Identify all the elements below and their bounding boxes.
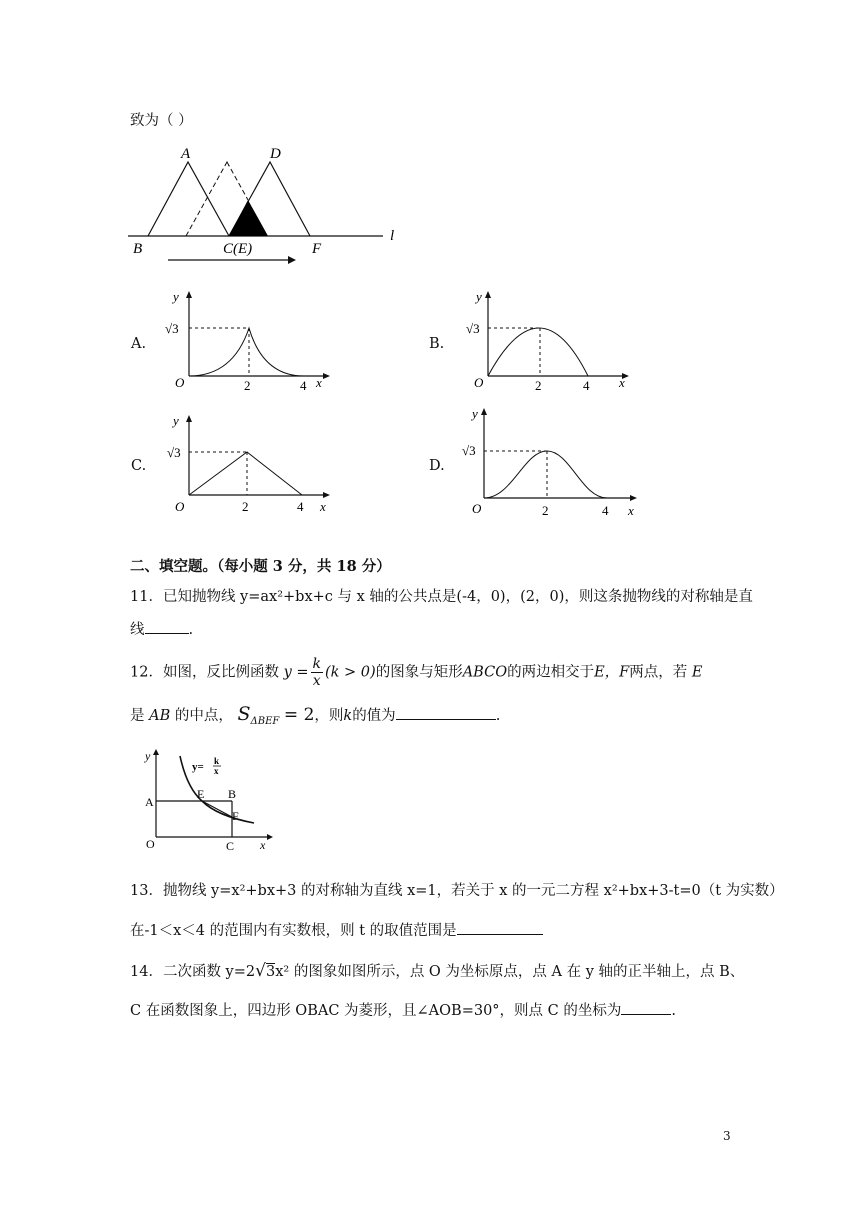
svg-text:y: y [476, 289, 482, 304]
section-heading: 二、填空题。（每小题 3 分，共 18 分） [130, 558, 391, 575]
svg-text:x: x [628, 503, 634, 518]
svg-text:2: 2 [244, 378, 251, 393]
option-c-graph [163, 412, 338, 517]
label-B: B [133, 241, 143, 257]
svg-text:O: O [146, 837, 155, 851]
q11-answer-blank [145, 619, 189, 634]
svg-text:2: 2 [542, 503, 549, 518]
k-over-x-fraction: $\frac{k}{x}$ [312, 656, 321, 689]
svg-text:A: A [145, 795, 154, 809]
option-d-graph [462, 405, 642, 520]
q11-line1: 11．已知抛物线 y=ax²+bx+c 与 x 轴的公共点是(-4，0)，(2，0)，则这条抛物线的对称轴是直 [130, 589, 753, 605]
svg-text:2: 2 [535, 378, 542, 393]
svg-text:x: x [619, 375, 625, 390]
page-number: 3 [723, 1129, 731, 1143]
svg-text:√3: √3 [462, 443, 476, 458]
svg-text:k: k [214, 756, 220, 766]
svg-text:4: 4 [297, 499, 304, 514]
svg-text:O: O [472, 501, 482, 516]
label-CE: C(E) [223, 241, 253, 257]
q13-answer-blank [457, 920, 543, 935]
q12-line2: 是 AB 的中点， $S_{\Delta BEF} = 2$，则k的值为 . [130, 703, 501, 727]
svg-text:y: y [145, 749, 151, 763]
option-c-letter: C. [131, 458, 147, 474]
svg-text:y: y [173, 413, 179, 428]
svg-text:O: O [474, 375, 484, 390]
svg-text:x: x [260, 838, 266, 852]
svg-text:4: 4 [583, 378, 590, 393]
svg-text:4: 4 [602, 503, 609, 518]
svg-text:√3: √3 [165, 321, 179, 336]
label-F: F [312, 241, 322, 257]
q14-answer-blank [621, 1000, 671, 1015]
q13-line1: 13．抛物线 y=x²+bx+3 的对称轴为直线 x=1，若关于 x 的一元二方程 x²+bx+3-t=0（t 为实数） [130, 883, 784, 899]
option-b-letter: B. [429, 336, 445, 352]
label-A: A [181, 146, 191, 162]
svg-text:√3: √3 [466, 321, 480, 336]
q11-line2: 线 . [130, 619, 193, 640]
svg-text:B: B [228, 787, 237, 801]
svg-text:y=: y= [192, 761, 204, 773]
label-D: D [270, 146, 281, 162]
option-d-letter: D. [429, 458, 445, 474]
q12-answer-blank [396, 705, 496, 720]
hyperbola-figure [142, 748, 277, 858]
option-a-graph [163, 288, 338, 393]
option-a-letter: A. [131, 336, 147, 352]
q12-line1: 12．如图，反比例函数 y = $\frac{k}{x}$ (k > 0)的图象与矩形ABCO的两边相交于E，F两点，若 E [130, 656, 703, 689]
svg-text:E: E [197, 787, 205, 801]
overlap-shaded-triangle [229, 200, 268, 236]
svg-text:x: x [214, 766, 219, 776]
svg-text:y: y [472, 406, 478, 421]
svg-text:2: 2 [242, 499, 249, 514]
svg-text:4: 4 [300, 378, 307, 393]
q14-line2: C 在函数图象上，四边形 OBAC 为菱形，且∠AOB=30°，则点 C 的坐标为 . [130, 1000, 676, 1021]
option-b-graph [462, 288, 637, 393]
svg-text:x: x [316, 375, 322, 390]
q14-line1: 14．二次函数 y=2√3x² 的图象如图所示，点 O 为坐标原点，点 A 在 y 轴的正半轴上，点 B、 [130, 961, 745, 981]
triangle-figure [128, 140, 418, 270]
svg-text:√3: √3 [167, 445, 181, 460]
label-l: l [390, 228, 395, 244]
svg-text:F: F [232, 809, 239, 823]
svg-text:O: O [175, 375, 185, 390]
svg-text:x: x [320, 499, 326, 514]
q13-line2: 在-1＜x＜4 的范围内有实数根，则 t 的取值范围是 [130, 920, 543, 941]
svg-text:y: y [173, 289, 179, 304]
intro-line: 致为（ ） [130, 113, 193, 129]
svg-text:O: O [175, 499, 185, 514]
svg-text:C: C [226, 839, 235, 853]
